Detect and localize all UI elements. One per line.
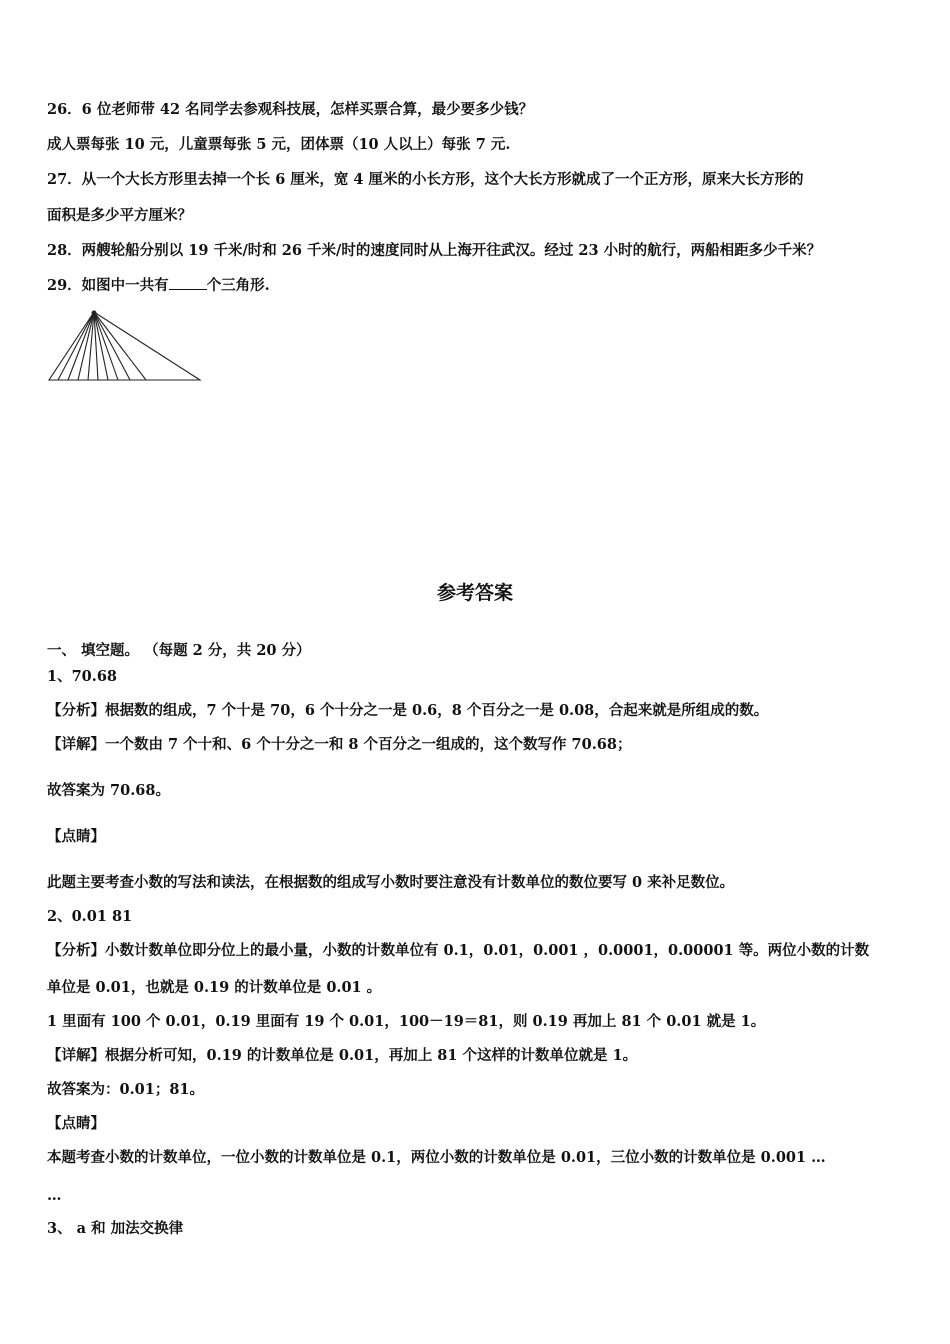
- answer-2-analysis-2: 单位是 0.01，也就是 0.19 的计数单位是 0.01 。: [47, 979, 382, 996]
- answer-1-tip: 此题主要考查小数的写法和读法，在根据数的组成写小数时要注意没有计数单位的数位要写 0 来补足数位。: [47, 874, 735, 891]
- answer-2-head: 2、0.01 81: [47, 908, 133, 925]
- question-29-text-before: 29．如图中一共有: [47, 277, 169, 294]
- answer-2-conclusion: 故答案为：0.01；81。: [47, 1081, 204, 1098]
- answer-blank: [169, 275, 207, 290]
- answer-1-analysis: 【分析】根据数的组成，7 个十是 70，6 个十分之一是 0.6，8 个百分之一是 0.08，合起来就是所组成的数。: [47, 702, 769, 719]
- answers-title: 参考答案: [436, 582, 513, 604]
- question-27-line-2: 面积是多少平方厘米？: [47, 207, 192, 224]
- answer-2-detail: 【详解】根据分析可知，0.19 的计数单位是 0.01，再加上 81 个这样的计数单位就是 1。: [47, 1047, 638, 1064]
- answer-2-analysis-1: 【分析】小数计数单位即分位上的最小量，小数的计数单位有 0.1，0.01，0.001 ，0.0001，0.00001 等。两位小数的计数: [47, 942, 870, 959]
- question-28-line-1: 28．两艘轮船分别以 19 千米/时和 26 千米/时的速度同时从上海开往武汉。经过 23 小时的航行，两船相距多少千米？: [47, 242, 822, 259]
- answer-2-tip-1: 本题考查小数的计数单位，一位小数的计数单位是 0.1，两位小数的计数单位是 0.01，三位小数的计数单位是 0.001 …: [47, 1149, 826, 1166]
- triangle-figure: [46, 308, 206, 386]
- question-29-text-after: 个三角形.: [206, 277, 270, 294]
- answer-2-analysis-3: 1 里面有 100 个 0.01，0.19 里面有 19 个 0.01，100－19＝81，则 0.19 再加上 81 个 0.01 就是 1。: [47, 1013, 766, 1030]
- answer-2-tip-2: …: [47, 1187, 62, 1204]
- question-29: [47, 275, 920, 296]
- fan-line: [94, 312, 146, 380]
- answer-1-conclusion: 故答案为 70.68。: [47, 782, 170, 799]
- answer-1-head: 1、70.68: [47, 668, 117, 685]
- fan-line: [94, 312, 130, 380]
- question-27-line-1: 27．从一个大长方形里去掉一个长 6 厘米，宽 4 厘米的小长方形，这个大长方形就成了一个正方形，原来大长方形的: [47, 171, 804, 188]
- section-heading: 一、 填空题。 （每题 2 分，共 20 分）: [47, 642, 311, 659]
- answer-1-detail: 【详解】一个数由 7 个十和、6 个十分之一和 8 个百分之一组成的，这个数写作 70.68；: [47, 736, 632, 753]
- answer-3-head: 3、 a 和 加法交换律: [47, 1220, 184, 1237]
- fan-line: [78, 312, 94, 380]
- answer-1-tip-label: 【点睛】: [47, 828, 105, 845]
- apex-point: [92, 311, 97, 316]
- answer-2-tip-label: 【点睛】: [47, 1115, 105, 1132]
- question-26-line-2: 成人票每张 10 元，儿童票每张 5 元，团体票（10 人以上）每张 7 元.: [47, 136, 511, 153]
- question-26-line-1: 26．6 位老师带 42 名同学去参观科技展，怎样买票合算，最少要多少钱？: [47, 101, 534, 118]
